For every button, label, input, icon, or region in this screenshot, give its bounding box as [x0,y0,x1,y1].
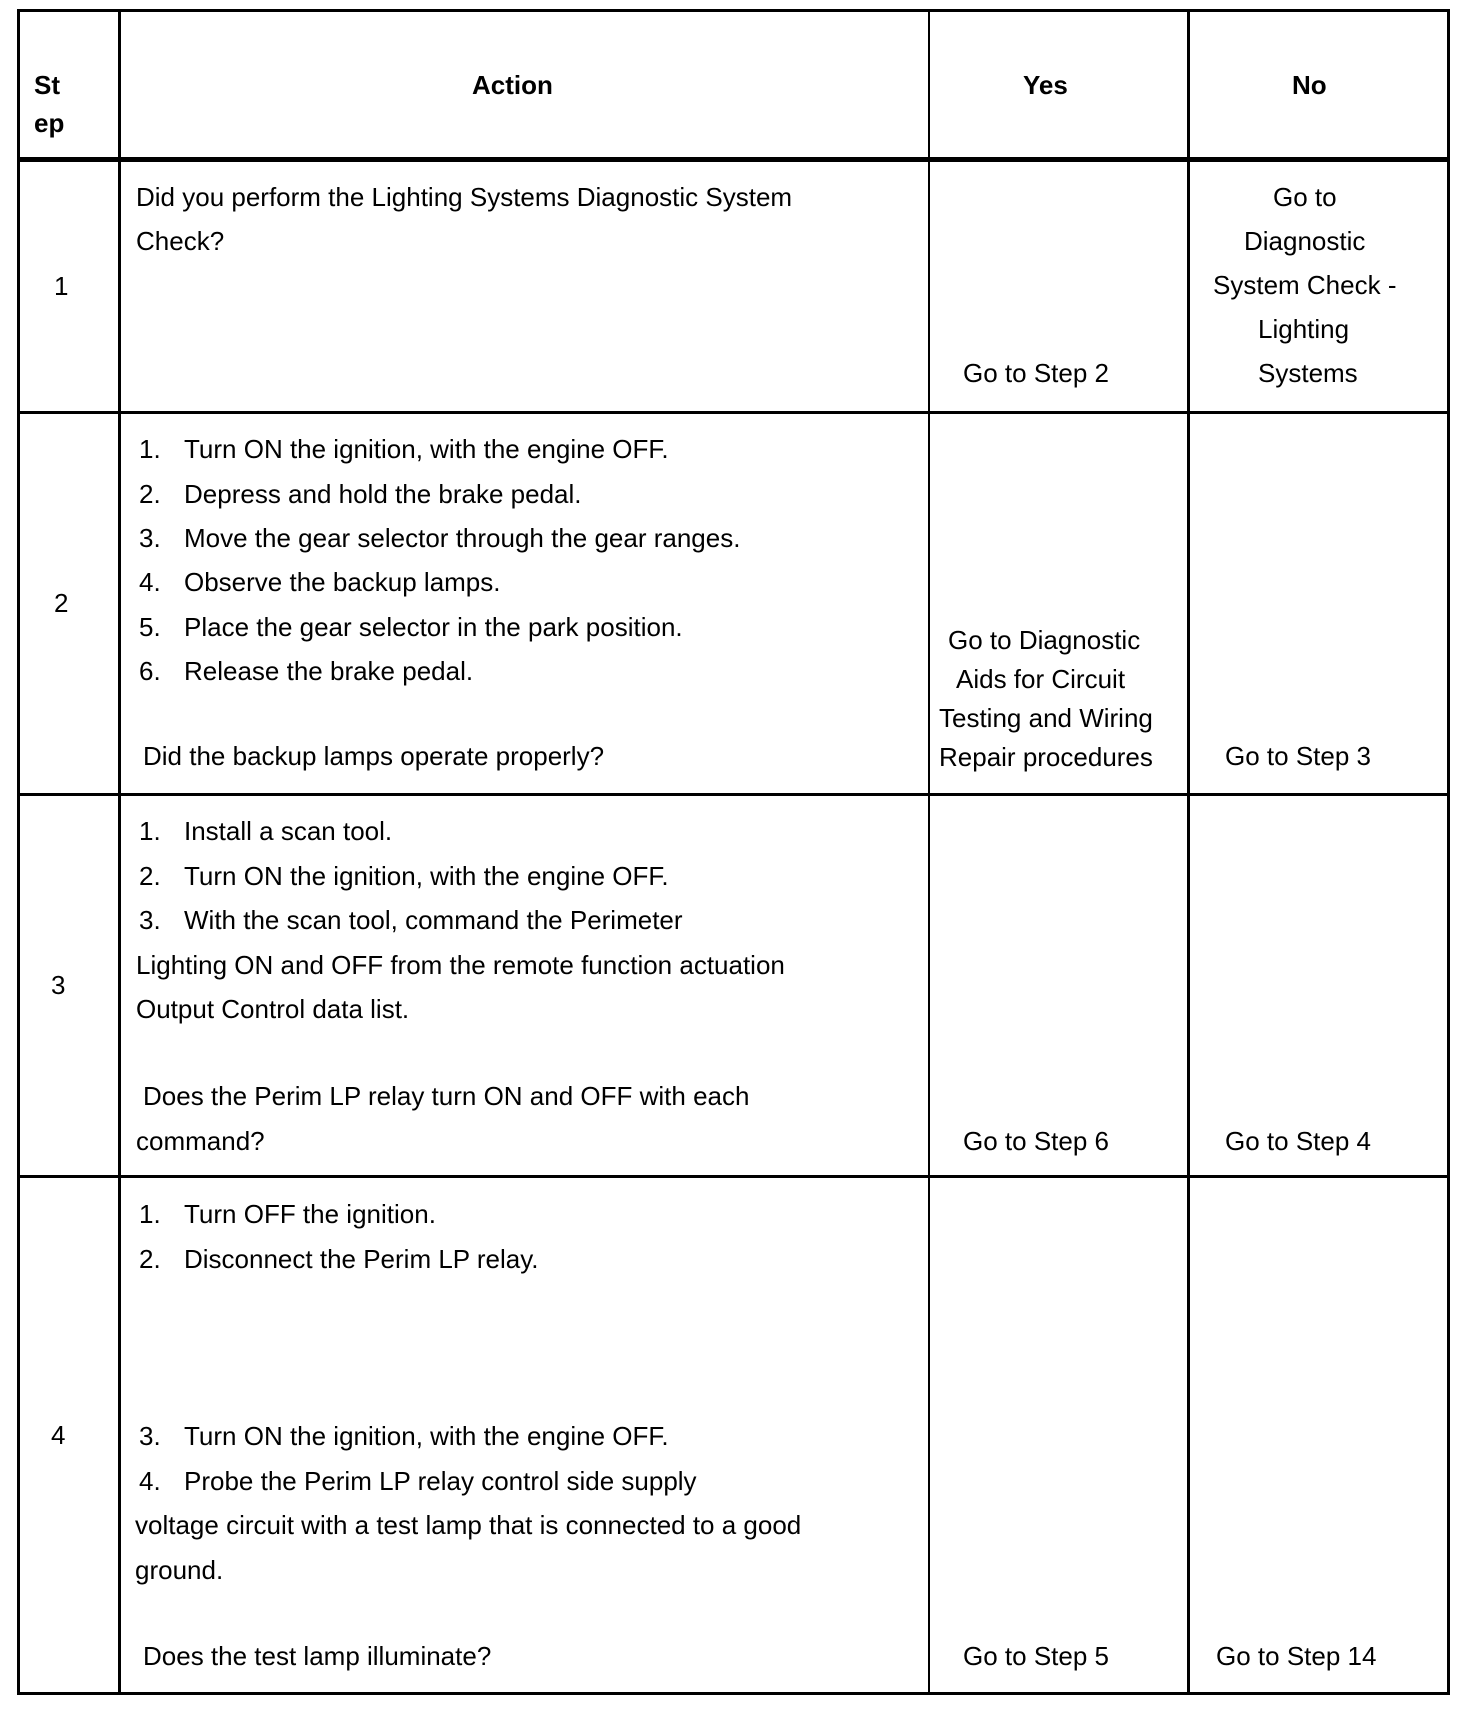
row-2-item-4-num: 4. [139,567,161,597]
row-1-action-line-2: Check? [136,226,225,256]
row-4-item-2: Disconnect the Perim LP relay. [184,1244,539,1274]
row-3-continuation-2: Output Control data list. [136,994,410,1024]
row-2-item-3-num: 3. [139,523,161,553]
row-4-item-4: Probe the Perim LP relay control side supply [184,1466,697,1496]
border-bottom [17,1692,1450,1695]
row-4-continuation-1: voltage circuit with a test lamp that is connected to a good [135,1510,802,1540]
col-divider-1 [118,9,121,1695]
header-yes: Yes [1023,70,1068,100]
row-divider-1 [17,411,1450,414]
row-2-item-2-num: 2. [139,479,161,509]
header-step-l1: St [34,70,60,100]
row-4-item-4-num: 4. [139,1466,161,1496]
row-2-item-2: Depress and hold the brake pedal. [184,479,582,509]
row-2-item-6: Release the brake pedal. [184,656,474,686]
border-right [1447,9,1450,1695]
row-3-item-1-num: 1. [139,816,161,846]
row-2-item-1-num: 1. [139,434,161,464]
row-1-no-line-3: System Check - [1213,270,1397,300]
header-action: Action [472,70,553,100]
row-2-step: 2 [54,588,69,618]
row-4-continuation-2: ground. [135,1555,224,1585]
row-2-item-3: Move the gear selector through the gear ranges. [184,523,741,553]
row-3-item-1: Install a scan tool. [184,816,393,846]
row-4-item-3-num: 3. [139,1421,161,1451]
border-left [17,9,20,1695]
row-4-item-1: Turn OFF the ignition. [184,1199,436,1229]
row-4-item-2-num: 2. [139,1244,161,1274]
row-4-item-3: Turn ON the ignition, with the engine OFF. [184,1421,669,1451]
row-2-item-4: Observe the backup lamps. [184,567,501,597]
border-top [17,9,1450,12]
header-no: No [1292,70,1327,100]
row-4-item-1-num: 1. [139,1199,161,1229]
row-2-no: Go to Step 3 [1225,741,1371,771]
row-3-item-3: With the scan tool, command the Perimeter [184,905,683,935]
row-2-item-5: Place the gear selector in the park position. [184,612,683,642]
row-1-action-line-1: Did you perform the Lighting Systems Diagnostic System [136,182,793,212]
row-2-yes-line-2: Aids for Circuit [956,664,1126,694]
col-divider-3 [1187,9,1190,1695]
row-2-question: Did the backup lamps operate properly? [143,741,605,771]
row-3-step: 3 [51,970,66,1000]
row-2-yes-line-3: Testing and Wiring [939,703,1153,733]
row-4-step: 4 [51,1420,66,1450]
row-4-question: Does the test lamp illuminate? [143,1641,492,1671]
row-3-continuation-1: Lighting ON and OFF from the remote function actuation [136,950,785,980]
row-1-no-line-2: Diagnostic [1244,226,1366,256]
row-3-question-line-1: Does the Perim LP relay turn ON and OFF with each [143,1081,750,1111]
col-divider-2 [928,9,930,1695]
row-3-yes: Go to Step 6 [963,1126,1109,1156]
row-3-item-2-num: 2. [139,861,161,891]
row-2-item-6-num: 6. [139,656,161,686]
row-1-no-line-5: Systems [1258,358,1358,388]
row-3-no: Go to Step 4 [1225,1126,1371,1156]
row-1-step: 1 [54,271,69,301]
row-3-question-line-2: command? [136,1126,265,1156]
row-divider-2 [17,793,1450,796]
row-4-no: Go to Step 14 [1216,1641,1377,1671]
row-1-yes: Go to Step 2 [963,358,1109,388]
row-4-yes: Go to Step 5 [963,1641,1109,1671]
row-1-no-line-1: Go to [1273,182,1337,212]
row-2-item-5-num: 5. [139,612,161,642]
row-2-yes-line-1: Go to Diagnostic [948,625,1141,655]
row-divider-3 [17,1175,1450,1178]
header-divider [17,157,1450,162]
row-2-item-1: Turn ON the ignition, with the engine OFF. [184,434,669,464]
header-step-l2: ep [34,108,65,138]
row-3-item-2: Turn ON the ignition, with the engine OFF. [184,861,669,891]
row-3-item-3-num: 3. [139,905,161,935]
row-2-yes-line-4: Repair procedures [939,742,1153,772]
row-1-no-line-4: Lighting [1258,314,1350,344]
